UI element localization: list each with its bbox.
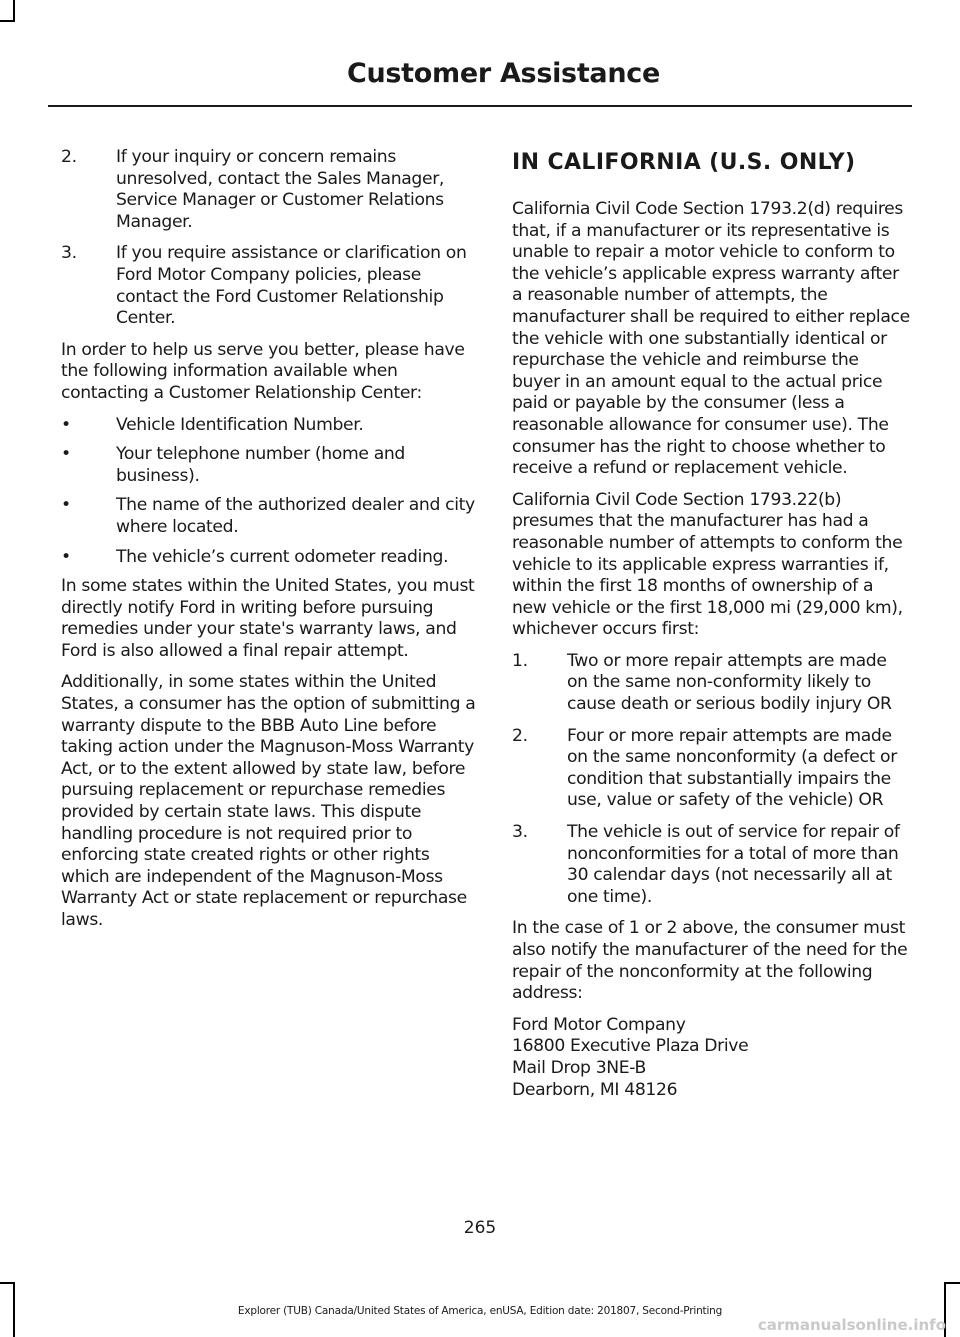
item-text: If you require assistance or clarification on Ford Motor Company policies, please contact the Ford Customer Relationship Center. xyxy=(116,243,467,329)
address-line: 16800 Executive Plaza Drive xyxy=(512,1036,749,1057)
list-item xyxy=(512,822,910,908)
list-item xyxy=(61,147,477,233)
watermark: carmanualsonline.info xyxy=(757,1316,946,1334)
section-heading: IN CALIFORNIA (U.S. ONLY) xyxy=(512,150,856,175)
page-title: Customer Assistance xyxy=(346,58,660,89)
bullet-text: Your telephone number (home and business). xyxy=(116,444,405,486)
bullet-icon: • xyxy=(61,414,71,435)
item-number: 2. xyxy=(512,725,528,746)
item-number: 2. xyxy=(61,147,77,167)
item-text: Two or more repair attempts are made on the same non-conformity likely to cause death or serious bodily injury OR xyxy=(567,650,892,715)
body-paragraph: California Civil Code Section 1793.22(b) presumes that the manufacturer has had a reasonable number of attempts to conform the vehicle to its applicable express warranties if, within the first 18 months of ownership of a new vehicle or the first 18,000 mi (29,000 km), whichever occurs first: xyxy=(512,489,903,640)
mailing-address xyxy=(512,1015,910,1101)
address-line: Ford Motor Company xyxy=(512,1014,686,1035)
list-item xyxy=(61,243,477,329)
right-column xyxy=(512,147,910,1101)
bullet-icon: • xyxy=(61,444,71,465)
list-item xyxy=(512,651,910,716)
bullet-icon: • xyxy=(61,546,71,567)
address-line: Mail Drop 3NE-B xyxy=(512,1057,646,1078)
bullet-item xyxy=(61,415,477,437)
list-item xyxy=(512,726,910,812)
body-paragraph: California Civil Code Section 1793.2(d) requires that, if a manufacturer or its representative is unable to repair a motor vehicle to conform to the vehicle’s applicable express warranty after a reasonable number of attempts, the manufacturer shall be required to either replace the vehicle with one substantially identical or repurchase the vehicle and reimburse the buyer in an amount equal to the actual price paid or payable by the consumer (less a reasonable allowance for consumer use). The consumer has the right to choose whether to receive a refund or replacement vehicle. xyxy=(512,199,910,479)
item-text: The vehicle is out of service for repair of nonconformities for a total of more than 30 calendar days (not necessarily all at one time). xyxy=(567,822,900,907)
item-text: Four or more repair attempts are made on the same nonconformity (a defect or condition that substantially impairs the use, value or safety of the vehicle) OR xyxy=(567,725,897,811)
crop-mark-top-left-h xyxy=(0,20,15,22)
crop-mark-bottom-right-h xyxy=(944,1282,960,1284)
bullet-icon: • xyxy=(61,495,71,516)
bullet-text: The vehicle’s current odometer reading. xyxy=(116,546,449,567)
bullet-item xyxy=(61,547,477,569)
page-number: 265 xyxy=(463,1218,497,1238)
bullet-text: The name of the authorized dealer and city where located. xyxy=(116,495,475,537)
item-number: 3. xyxy=(512,822,528,843)
bullet-item xyxy=(61,444,477,487)
crop-mark-top-left xyxy=(13,0,15,22)
address-line: Dearborn, MI 48126 xyxy=(512,1079,678,1100)
body-paragraph: Additionally, in some states within the United States, a consumer has the option of submitting a warranty dispute to the BBB Auto Line before taking action under the Magnuson-Moss Warranty Act, or to the extent allowed by state law, before pursuing replacement or repurchase remedies provided by certain state laws. This dispute handling procedure is not required prior to enforcing state created rights or other rights which are independent of the Magnuson-Moss Warranty Act or state replacement or repurchase laws. xyxy=(61,672,476,930)
item-number: 3. xyxy=(61,243,77,264)
bullet-text: Vehicle Identification Number. xyxy=(116,414,364,435)
intro-paragraph: In order to help us serve you better, please have the following information available when contacting a Customer Relationship Center: xyxy=(61,339,465,403)
body-paragraph: In the case of 1 or 2 above, the consumer must also notify the manufacturer of the need for the repair of the nonconformity at the following address: xyxy=(512,918,908,1004)
crop-mark-bottom-left-h xyxy=(0,1282,15,1284)
header-rule xyxy=(48,105,912,107)
item-number: 1. xyxy=(512,650,528,671)
body-paragraph: In some states within the United States, you must directly notify Ford in writing before pursuing remedies under your state's warranty laws, and Ford is also allowed a final repair attempt. xyxy=(61,576,475,661)
bullet-item xyxy=(61,495,477,538)
left-column xyxy=(61,147,477,942)
footer-edition-info: Explorer (TUB) Canada/United States of America, enUSA, Edition date: 201807, Second-Printing xyxy=(237,1305,723,1317)
item-text: If your inquiry or concern remains unresolved, contact the Sales Manager, Service Manager or Customer Relations Manager. xyxy=(116,147,445,232)
